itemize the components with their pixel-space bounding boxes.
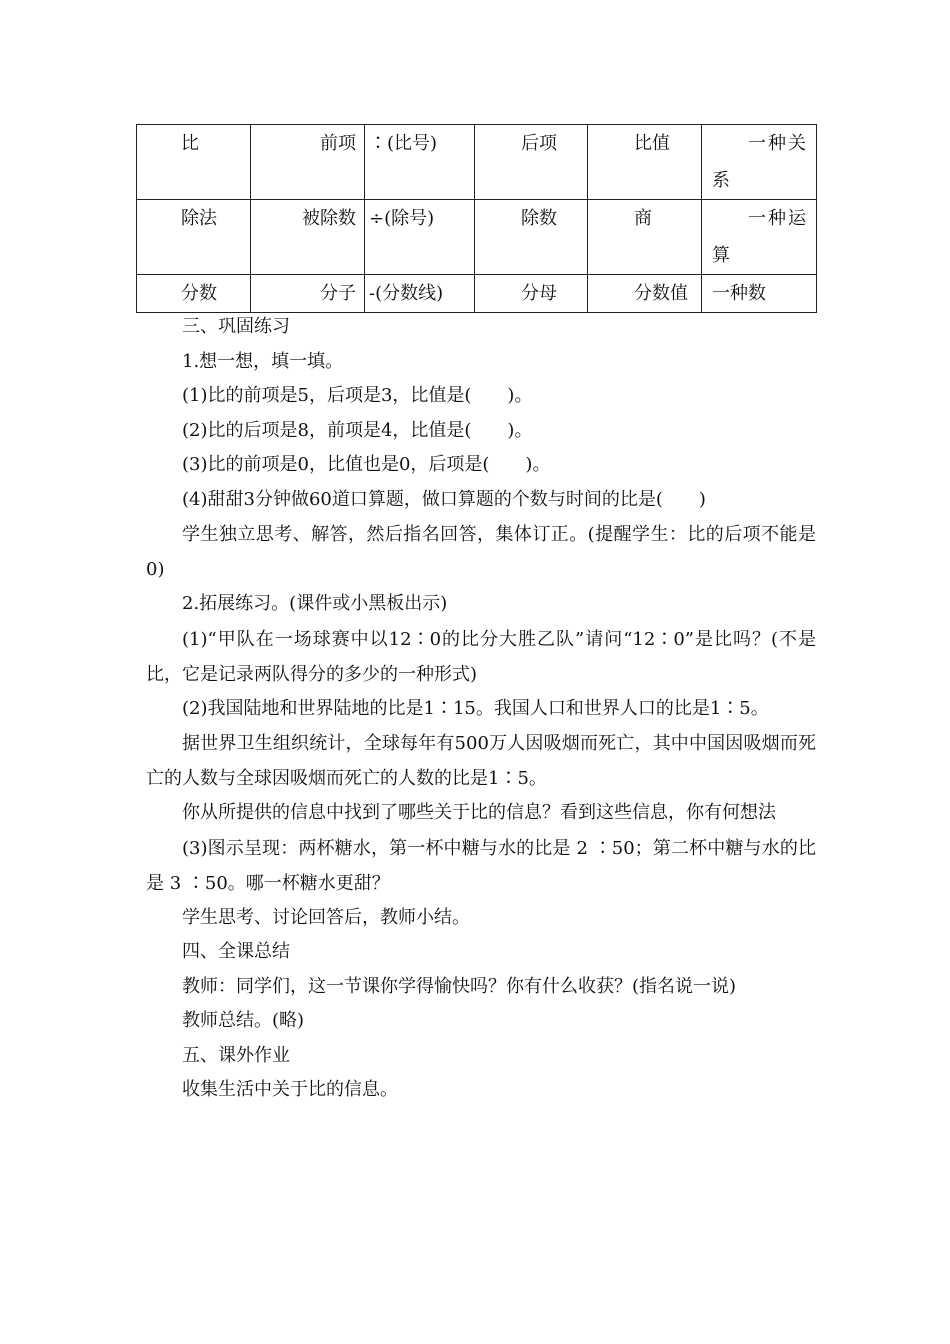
paragraph: (1)“甲队在一场球赛中以12∶0的比分大胜乙队”请问“12∶0”是比吗？(不是比，它是记录两队得分的多少的一种形式) <box>146 628 816 685</box>
table-cell: 比值 <box>588 125 702 200</box>
table-cell: 被除数 <box>251 200 365 275</box>
paragraph: (3)图示呈现：两杯糖水，第一杯中糖与水的比是 2 ∶50；第二杯中糖与水的比是 3 ∶50。哪一杯糖水更甜？ <box>146 837 816 894</box>
table-cell: 分子 <box>251 275 365 313</box>
table-cell: ∶(比号) <box>365 125 475 200</box>
paragraph: 教师：同学们，这一节课你学得愉快吗？你有什么收获？(指名说一说) <box>182 975 737 997</box>
paragraph: 教师总结。(略) <box>182 1010 305 1031</box>
table-cell: 一种关系 <box>702 125 817 200</box>
lesson-body <box>146 310 816 1108</box>
table-cell: 一种数 <box>702 275 817 313</box>
paragraph: 学生独立思考、解答，然后指名回答，集体订正。(提醒学生：比的后项不能是0) <box>146 524 816 580</box>
table-cell: 前项 <box>251 125 365 200</box>
table-cell: 商 <box>588 200 702 275</box>
table-row <box>137 125 817 200</box>
comparison-table <box>136 124 817 313</box>
paragraph: (2)比的后项是8，前项是4，比值是( )。 <box>182 419 533 441</box>
table-cell: -(分数线) <box>365 275 475 313</box>
table-cell: 一种运算 <box>702 200 817 275</box>
table-row <box>137 200 817 275</box>
table-cell: 分数值 <box>588 275 702 313</box>
section-heading: 三、巩固练习 <box>182 316 290 337</box>
table-cell: ÷(除号) <box>365 200 475 275</box>
table-cell: 分母 <box>475 275 588 313</box>
table-cell: 分数 <box>137 275 251 313</box>
table-cell: 除法 <box>137 200 251 275</box>
table-row <box>137 275 817 313</box>
table-cell: 除数 <box>475 200 588 275</box>
section-heading: 四、全课总结 <box>182 941 290 962</box>
paragraph: (4)甜甜3分钟做60道口算题，做口算题的个数与时间的比是( ) <box>182 488 706 510</box>
paragraph: 据世界卫生组织统计，全球每年有500万人因吸烟而死亡，其中中国因吸烟而死亡的人数与全球因吸烟而死亡的人数的比是1∶5。 <box>146 733 816 789</box>
paragraph: 2.拓展练习。(课件或小黑板出示) <box>182 593 448 614</box>
table-cell: 后项 <box>475 125 588 200</box>
paragraph: (2)我国陆地和世界陆地的比是1∶15。我国人口和世界人口的比是1∶5。 <box>182 697 769 719</box>
section-heading: 五、课外作业 <box>182 1044 290 1066</box>
paragraph: 学生思考、讨论回答后，教师小结。 <box>182 906 470 928</box>
paragraph: 1.想一想，填一填。 <box>182 350 344 372</box>
paragraph: (1)比的前项是5，后项是3，比值是( )。 <box>182 385 533 406</box>
paragraph: (3)比的前项是0，比值也是0，后项是( )。 <box>182 454 551 475</box>
paragraph: 你从所提供的信息中找到了哪些关于比的信息？看到这些信息，你有何想法 <box>182 802 776 823</box>
table-cell: 比 <box>137 125 251 200</box>
paragraph: 收集生活中关于比的信息。 <box>182 1079 398 1100</box>
